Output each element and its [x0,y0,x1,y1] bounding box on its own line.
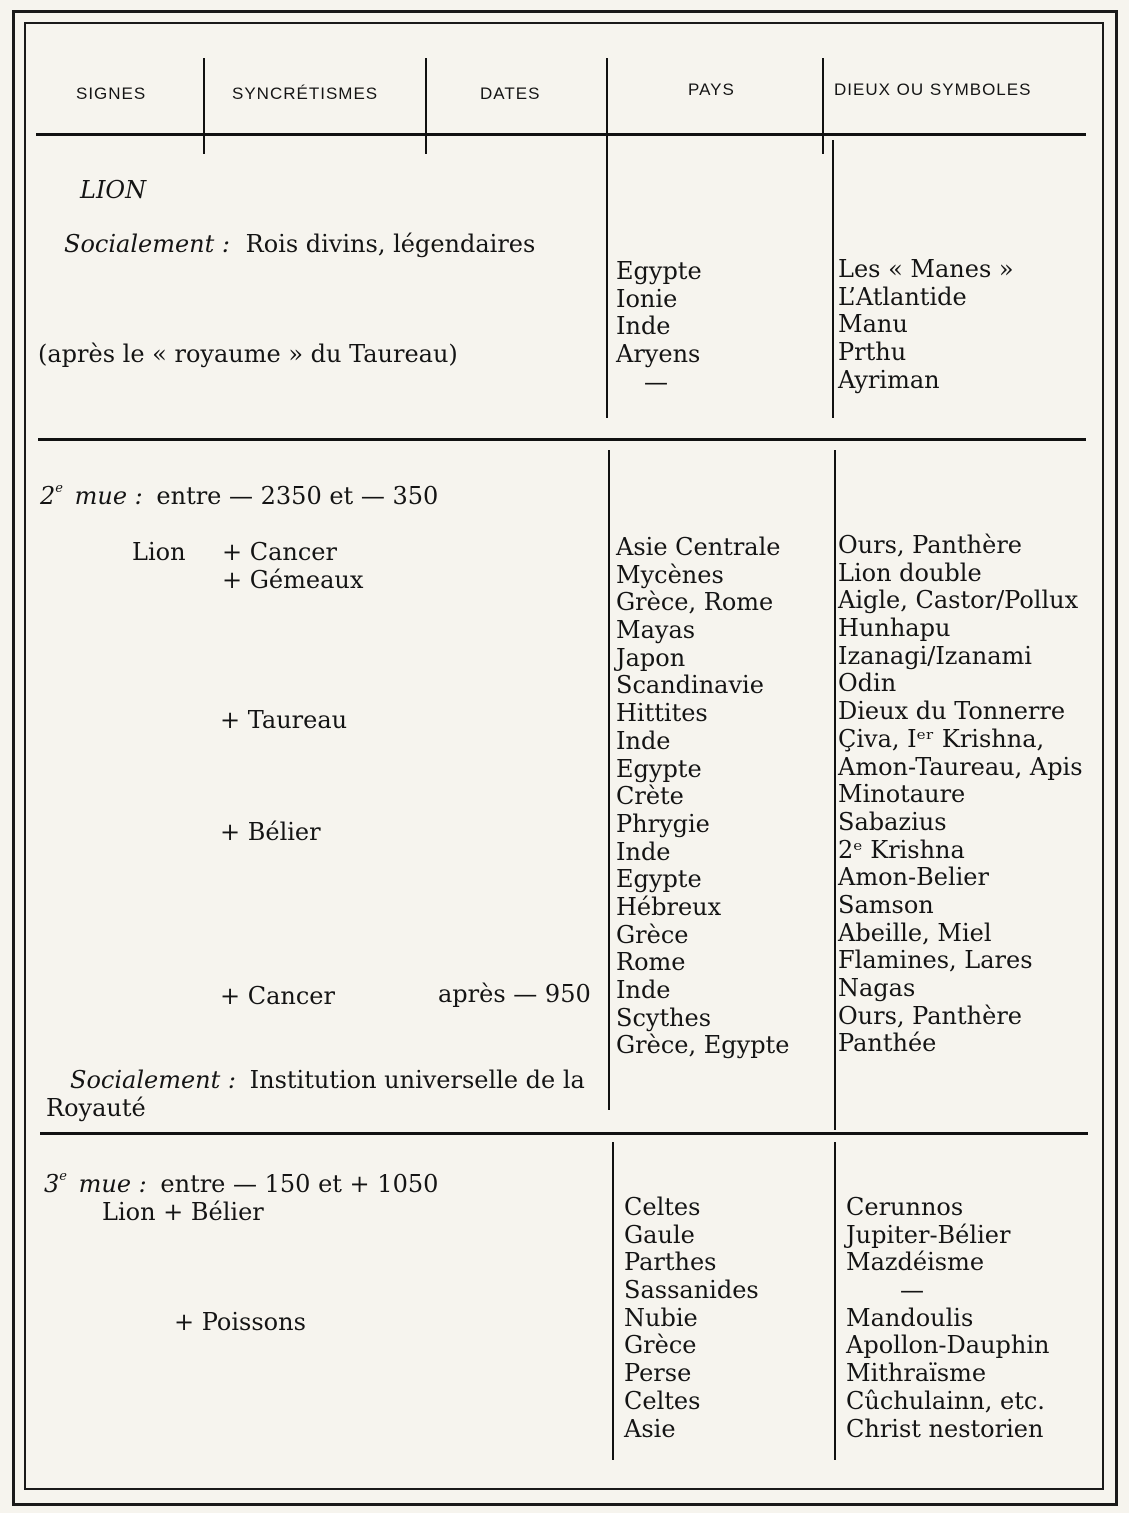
pays-item: Inde [616,726,671,755]
mue-word: mue : [74,482,143,510]
header-divider-1 [203,58,205,154]
section1-pays-list [616,258,702,396]
pays-item: Aryens [616,340,701,369]
pays-item: Inde [616,837,671,866]
pays-item: Nubie [624,1303,698,1332]
sign-lion: LION [80,176,147,204]
mue-2 [40,482,438,510]
pays-item: Phrygie [616,809,710,838]
dieux-divider-s2 [834,450,836,1130]
sync-poissons: + Poissons [174,1308,306,1336]
dieux-item: Hunhapu [838,614,951,643]
dieux-item: Ours, Panthère [838,1001,1022,1030]
sync-lion: Lion [132,538,186,566]
pays-item: Egypte [616,865,702,894]
sync-belier: + Bélier [220,818,321,846]
pays-item: Celtes [624,1193,701,1221]
dieux-item: Minotaure [838,780,966,809]
pays-item: Grèce, Egypte [616,1031,790,1060]
pays-item: Scandinavie [616,671,764,700]
pays-divider-s1 [606,140,608,418]
pays-item: Celtes [624,1386,701,1415]
pays-item: Egypte [616,257,702,285]
dieux-item: Manu [838,310,908,339]
dieux-item: Christ nestorien [846,1414,1044,1443]
header-pays: PAYS [688,80,735,99]
pays-item: Inde [616,312,671,341]
dieux-item: Jupiter-Bélier [846,1220,1011,1249]
section3-dieux-list [846,1194,1049,1443]
dieux-item: — [900,1276,924,1305]
dieux-item: Aigle, Castor/Pollux [838,586,1079,615]
header-signes: SIGNES [76,84,147,103]
sync-cancer: + Cancer [222,538,337,566]
dieux-item: Çiva, Iᵉʳ Krishna, [838,724,1045,753]
pays-item: Grèce [624,1331,697,1360]
dieux-item: Apollon-Dauphin [846,1331,1050,1360]
pays-item: Crète [616,782,684,811]
mue-range: entre — 2350 et — 350 [156,482,439,510]
header-syncretismes: SYNCRÉTISMES [232,84,379,103]
section2-dieux-list [838,532,1083,1058]
pays-item: Mayas [616,616,696,645]
pays-divider-s2 [608,450,610,1110]
dieux-item: Amon-Taureau, Apis [838,752,1083,781]
pays-item: Inde [616,976,671,1004]
section2-pays-list [616,534,789,1060]
pays-item: Ionie [616,284,678,313]
pays-item: Grèce, Rome [616,588,774,617]
dieux-item: Cûchulainn, etc. [846,1386,1045,1415]
dieux-item: Amon-Belier [838,863,989,892]
section1-social-note: (après le « royaume » du Taureau) [38,340,458,368]
sync-gemeaux: + Gémeaux [222,566,364,594]
date-apres-950: après — 950 [438,980,591,1008]
pays-item: Grèce [616,920,689,949]
header-dieux: DIEUX OU SYMBOLES [834,80,1032,99]
sync-taureau: + Taureau [220,706,348,734]
pays-item: — [644,367,668,396]
section-rule-1 [38,438,1086,441]
dieux-item: Izanagi/Izanami [838,641,1032,670]
pays-item: Mycènes [616,560,724,589]
section3-pays-list [624,1194,759,1443]
social-text: Institution universelle de la [249,1066,585,1094]
pays-item: Asie Centrale [616,533,781,561]
social-label: Socialement : [70,1066,236,1094]
social-label: Socialement : [64,230,230,258]
pays-item: Japon [616,643,686,672]
pays-item: Rome [616,948,686,977]
section1-dieux-list [838,256,1014,394]
dieux-item: Cerunnos [846,1193,964,1221]
pays-item: Perse [624,1359,692,1388]
sync-lion-belier: Lion + Bélier [102,1198,264,1226]
dieux-item: 2ᵉ Krishna [838,835,965,864]
section-rule-2 [40,1132,1088,1135]
pays-item: Hébreux [616,892,722,921]
dieux-item: Prthu [838,338,907,367]
dieux-item: Sabazius [838,807,947,836]
mue-number: 2 [40,482,56,510]
dieux-item: Flamines, Lares [838,946,1033,975]
dieux-item: Mazdéisme [846,1248,985,1277]
pays-item: Hittites [616,699,708,728]
dieux-item: Mithraïsme [846,1359,987,1388]
pays-item: Parthes [624,1248,717,1277]
pays-item: Asie [624,1414,676,1443]
dieux-item: Dieux du Tonnerre [838,697,1066,726]
section2-social-2: Royauté [46,1094,146,1122]
dieux-item: Panthée [838,1029,937,1058]
dieux-divider-s3 [834,1142,836,1460]
mue-3 [44,1170,438,1198]
pays-item: Sassanides [624,1276,759,1305]
pays-item: Egypte [616,754,702,783]
sync-cancer-2: + Cancer [220,982,335,1010]
dieux-item: Lion double [838,558,982,587]
dieux-item: Les « Manes » [838,255,1014,283]
dieux-item: Ayriman [838,365,940,394]
header-divider-2 [425,58,427,154]
dieux-item: L’Atlantide [838,282,967,311]
dieux-item: Samson [838,890,934,919]
dieux-item: Nagas [838,974,916,1002]
dieux-item: Abeille, Miel [838,918,992,947]
header-divider-4 [822,58,824,154]
dieux-item: Mandoulis [846,1303,974,1332]
social-text: Rois divins, légendaires [245,230,536,258]
mue-number: 3 [44,1170,60,1198]
dieux-item: Odin [838,669,897,698]
pays-divider-s3 [612,1142,614,1460]
mue-sup: e [55,481,63,496]
dieux-item: Ours, Panthère [838,531,1022,559]
section1-social [64,230,535,258]
dieux-divider-s1 [832,140,834,418]
header-dates: DATES [480,84,541,103]
header-rule [36,133,1086,136]
mue-sup: e [59,1169,67,1184]
mue-word: mue : [78,1170,147,1198]
section2-social [70,1066,585,1094]
pays-item: Scythes [616,1003,712,1032]
pays-item: Gaule [624,1220,695,1249]
mue-range: entre — 150 et + 1050 [160,1170,439,1198]
